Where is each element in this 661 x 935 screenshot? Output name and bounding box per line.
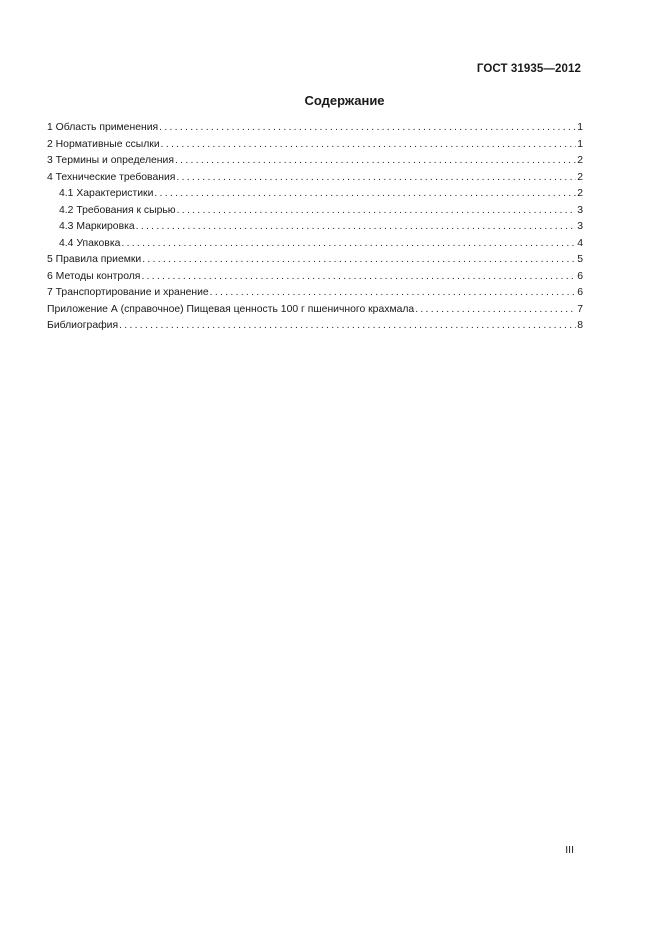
toc-leader-dots bbox=[177, 203, 577, 220]
toc-entry-1[interactable] bbox=[47, 120, 583, 137]
toc-entry-page: 2 bbox=[577, 188, 583, 199]
toc-entry-page: 3 bbox=[577, 204, 583, 216]
toc-entry-page: 6 bbox=[577, 270, 583, 282]
toc-entry-page: 4 bbox=[577, 237, 583, 249]
toc-entry-page: 7 bbox=[577, 303, 583, 315]
toc-entry-label: 3 Термины и определения bbox=[47, 155, 174, 166]
toc-entry-label: 5 Правила приемки bbox=[47, 254, 142, 265]
document-code: ГОСТ 31935—2012 bbox=[476, 63, 581, 75]
toc-entry-2[interactable] bbox=[47, 137, 583, 154]
toc-entry-label: Приложение А (справочное) Пищевая ценность 100 г пшеничного крахмала bbox=[47, 303, 415, 315]
toc-leader-dots bbox=[210, 285, 577, 302]
toc-entry-label: 4 Технические требования bbox=[47, 171, 176, 183]
toc-entry-page: 5 bbox=[577, 254, 583, 265]
toc-entry-label: 1 Область применения bbox=[47, 122, 159, 133]
toc-entry-label: 4.2 Требования к сырью bbox=[59, 204, 176, 216]
toc-leader-dots bbox=[154, 186, 576, 203]
toc-entry-label: 4.3 Маркировка bbox=[59, 221, 135, 232]
toc-leader-dots bbox=[142, 252, 576, 269]
toc-leader-dots bbox=[415, 302, 576, 319]
toc-entry-4-1[interactable] bbox=[47, 186, 583, 203]
toc-entry-bibliography[interactable] bbox=[47, 318, 583, 335]
toc-entry-label: 6 Методы контроля bbox=[47, 270, 141, 282]
toc-leader-dots bbox=[176, 170, 576, 187]
toc-leader-dots bbox=[141, 269, 576, 286]
toc-entry-4-4[interactable] bbox=[47, 236, 583, 253]
toc-entry-page: 1 bbox=[577, 138, 583, 150]
toc-entry-page: 1 bbox=[577, 122, 583, 133]
toc-entry-page: 3 bbox=[577, 221, 583, 232]
page-number: III bbox=[565, 844, 574, 856]
table-of-contents bbox=[47, 120, 583, 335]
toc-entry-label: Библиография bbox=[47, 320, 119, 331]
toc-entry-7[interactable] bbox=[47, 285, 583, 302]
toc-entry-page: 6 bbox=[577, 287, 583, 298]
toc-entry-appendix-a[interactable] bbox=[47, 302, 583, 319]
toc-title: Содержание bbox=[304, 93, 385, 108]
toc-entry-page: 8 bbox=[577, 320, 583, 331]
toc-entry-3[interactable] bbox=[47, 153, 583, 170]
toc-entry-4-2[interactable] bbox=[47, 203, 583, 220]
toc-entry-4[interactable] bbox=[47, 170, 583, 187]
toc-leader-dots bbox=[161, 137, 577, 154]
toc-entry-label: 4.1 Характеристики bbox=[59, 188, 154, 199]
toc-entry-6[interactable] bbox=[47, 269, 583, 286]
toc-entry-label: 2 Нормативные ссылки bbox=[47, 138, 160, 150]
toc-entry-label: 4.4 Упаковка bbox=[59, 237, 121, 249]
toc-leader-dots bbox=[175, 153, 576, 170]
toc-entry-5[interactable] bbox=[47, 252, 583, 269]
toc-entry-label: 7 Транспортирование и хранение bbox=[47, 287, 209, 298]
toc-entry-page: 2 bbox=[577, 171, 583, 183]
toc-leader-dots bbox=[159, 120, 576, 137]
toc-leader-dots bbox=[121, 236, 576, 253]
toc-entry-4-3[interactable] bbox=[47, 219, 583, 236]
toc-leader-dots bbox=[119, 318, 576, 335]
toc-entry-page: 2 bbox=[577, 155, 583, 166]
toc-leader-dots bbox=[136, 219, 577, 236]
